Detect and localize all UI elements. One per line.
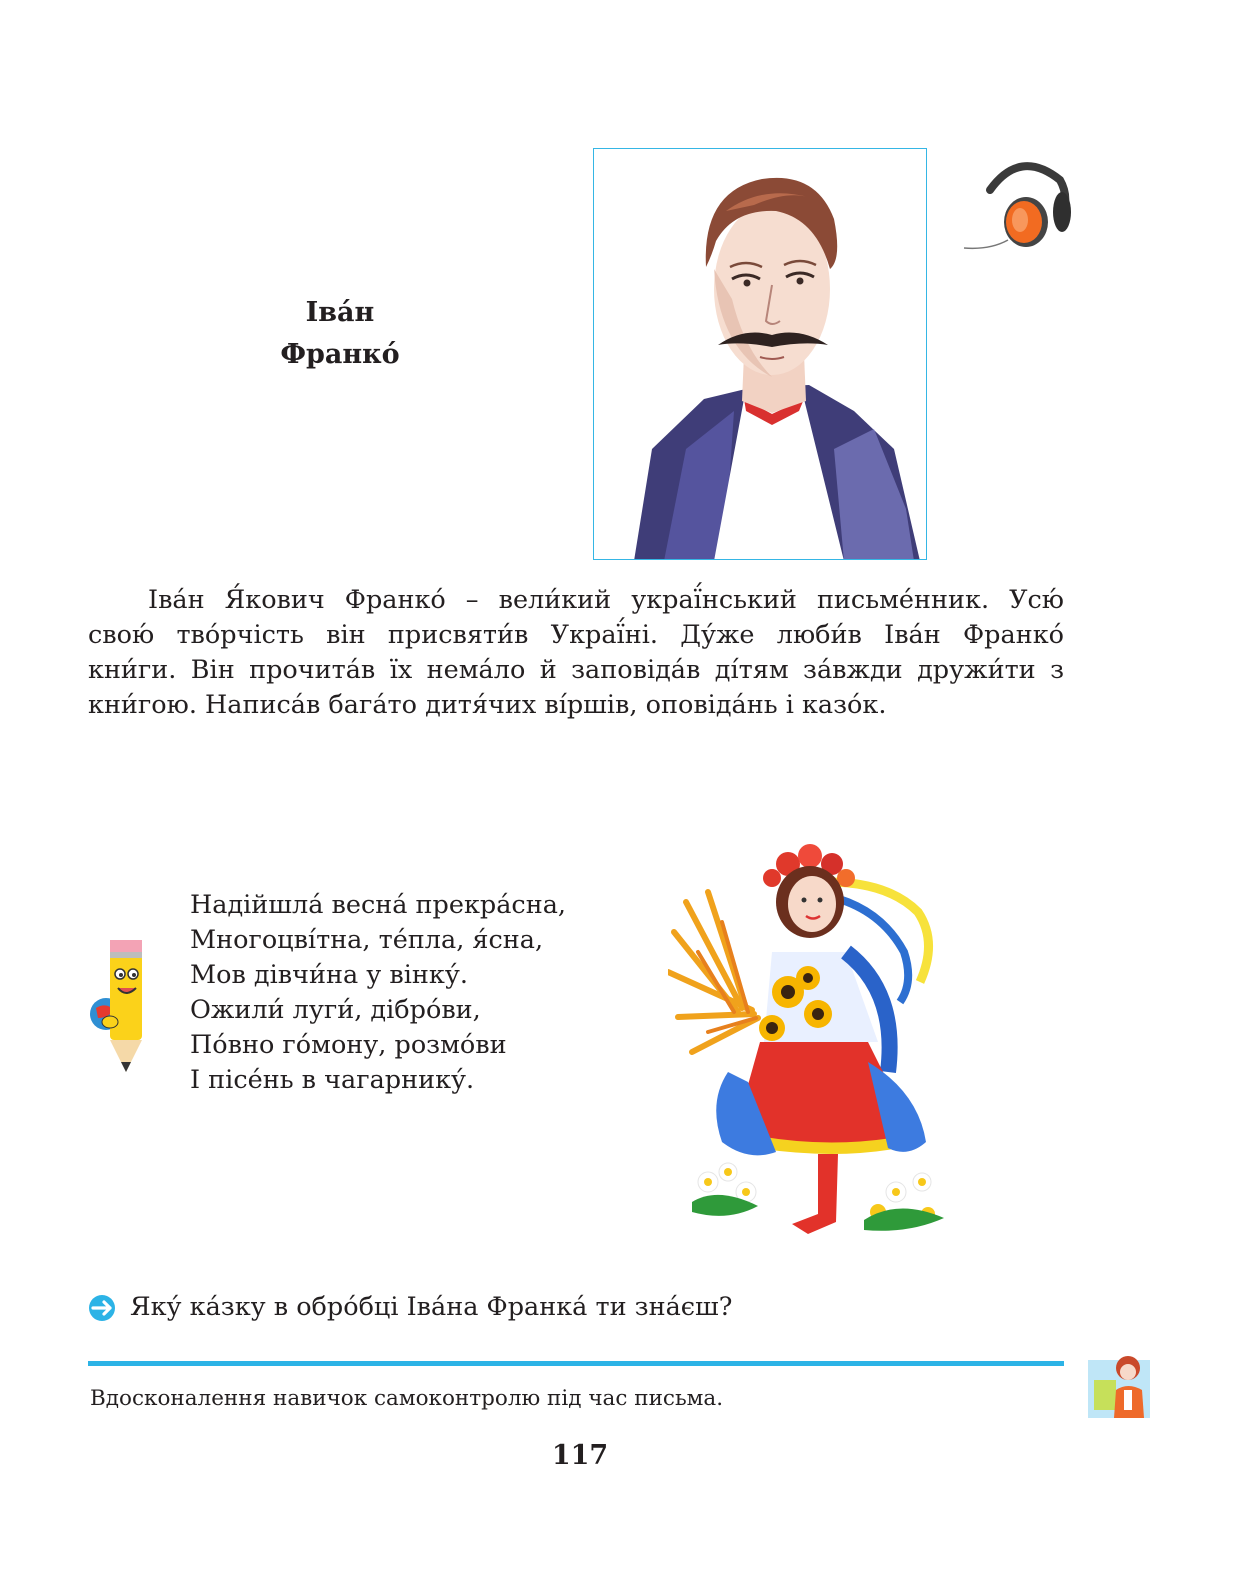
question bbox=[88, 1290, 732, 1325]
portrait-illustration bbox=[594, 149, 927, 560]
spring-girl-illustration bbox=[668, 842, 968, 1262]
paragraph-line: кни́гою. Написа́в бага́то дитя́чих ві́ршів, оповіда́нь і казо́к. bbox=[88, 690, 887, 720]
pencil-mascot-icon bbox=[88, 926, 158, 1076]
poem-line: Многоцві́тна, те́пла, я́сна, bbox=[190, 925, 544, 955]
arrow-circle-icon bbox=[88, 1294, 116, 1322]
poem-line: І пісе́нь в чагарнику́. bbox=[190, 1065, 475, 1095]
teacher-icon bbox=[1088, 1350, 1150, 1418]
poem-line: По́вно го́мону, розмо́ви bbox=[190, 1030, 507, 1060]
paragraph-line: свою́ тво́рчість він присвяти́в Украї́ні. Ду́же люби́в Іва́н Франко́ bbox=[88, 620, 1064, 650]
poem-line: Надійшла́ весна́ прекра́сна, bbox=[190, 890, 567, 920]
section-title bbox=[250, 292, 430, 376]
paragraph-line: Іва́н Я́кович Франко́ – вели́кий украї́нський письме́нник. Усю́ bbox=[148, 585, 1064, 615]
page-number: 117 bbox=[551, 1440, 609, 1471]
biography-paragraph bbox=[88, 583, 1064, 723]
writer-portrait bbox=[593, 148, 927, 560]
poem-line: Ожили́ луги́, дібро́ви, bbox=[190, 995, 481, 1025]
headphones-icon bbox=[960, 150, 1080, 255]
title-line-first-name: Іва́н bbox=[305, 297, 375, 328]
footer-divider bbox=[88, 1361, 1064, 1366]
paragraph-line: кни́ги. Він прочита́в їх нема́ло й заповіда́в ді́тям за́вжди дружи́ти з bbox=[88, 655, 1064, 685]
poem-line: Мов дівчи́на у вінку́. bbox=[190, 960, 468, 990]
footer-note: Вдосконалення навичок самоконтролю під час письма. bbox=[90, 1386, 724, 1411]
title-line-last-name: Франко́ bbox=[280, 339, 400, 370]
poem bbox=[190, 888, 566, 1098]
question-text: Яку́ ка́зку в обро́бці Іва́на Франка́ ти зна́єш? bbox=[130, 1292, 733, 1322]
